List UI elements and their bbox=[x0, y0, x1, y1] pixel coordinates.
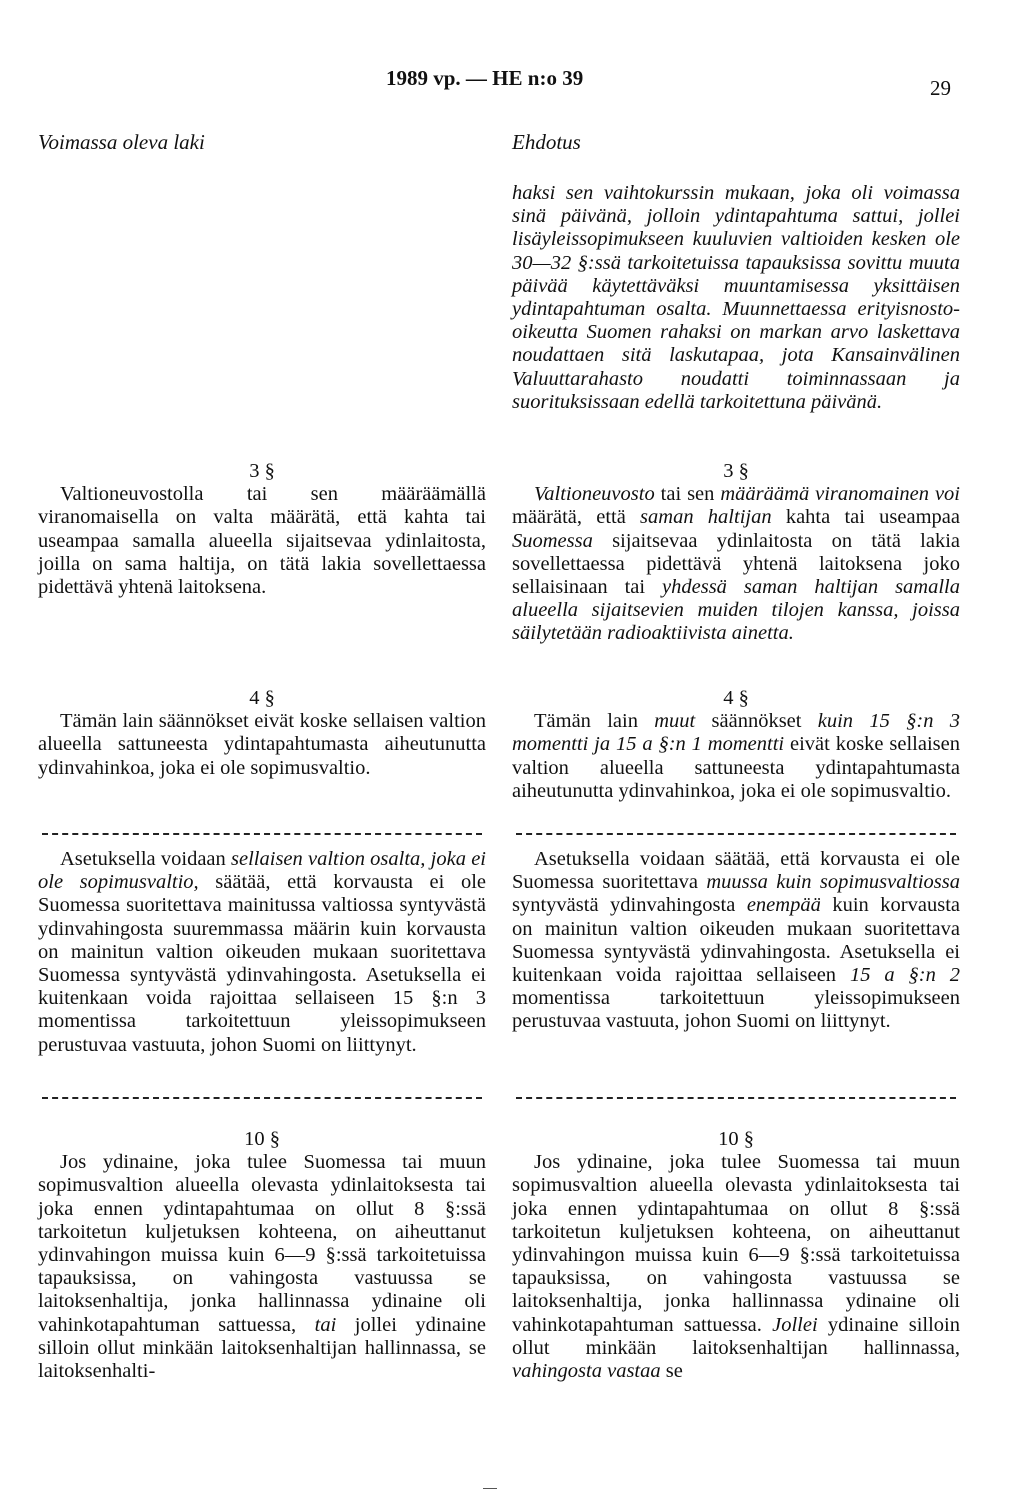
left-section-3 bbox=[38, 460, 486, 599]
right-column-title: Ehdotus bbox=[512, 130, 581, 154]
continuation-mark bbox=[483, 1488, 497, 1489]
omission-divider bbox=[42, 833, 482, 835]
omission-divider bbox=[42, 1097, 482, 1099]
section-text: Jos ydinaine, joka tulee Suomessa tai muun sopimusvaltion alueella olevasta ydinlaitoksesta tai joka ennen ydintapahtumaa on ollut 8 §:ssä tarkoitetun kuljetuksen kohteena, on aiheuttanut ydinvahingon muissa kuin 6—9 §:ssä tarkoitetuissa tapauksissa, on vahingosta vastuussa se laitoksenhaltija, jonka hallinnassa ydinaine oli vahinkotapahtuman sattuessa, tai jollei ydinaine silloin ollut minkään laitoksenhaltijan hallinnassa, se laitoksenhalti- bbox=[38, 1151, 486, 1383]
section-heading: 4 § bbox=[723, 687, 749, 709]
section-text: Valtioneuvostolla tai sen määräämällä viranomaisella on valta määrätä, että kahta tai useampaa samalla alueella sijaitsevaa ydinlaitosta, joilla on sama haltija, on tätä lakia sovellettaessa pidettävä yhtenä laitoksena. bbox=[38, 483, 486, 599]
section-heading: 10 § bbox=[244, 1128, 280, 1150]
right-section-3 bbox=[512, 460, 960, 646]
section-text: Tämän lain muut säännökset kuin 15 §:n 3 momentti ja 15 a §:n 1 momentti eivät koske sellaisen valtion alueella sattuneesta ydintapahtumasta aiheutunutta ydinvahinkoa, joka ei ole sopimusvaltio. bbox=[512, 710, 961, 802]
right-asetus-paragraph bbox=[512, 848, 960, 1034]
section-text: Jos ydinaine, joka tulee Suomessa tai muun sopimusvaltion alueella olevasta ydinlaitoksesta tai joka ennen ydintapahtumaa on ollut 8 §:ssä tarkoitetun kuljetuksen kohteena, on aiheuttanut ydinvahingon muissa kuin 6—9 §:ssä tarkoitetuissa tapauksissa, on vahingosta vastuussa se laitoksenhaltija, jonka hallinnassa ydinaine oli vahinkotapahtuman sattuessa. Jollei ydinaine silloin ollut minkään laitoksenhaltijan hallinnassa, vahingosta vastaa se bbox=[512, 1151, 960, 1383]
right-section-4 bbox=[512, 687, 960, 803]
page-number: 29 bbox=[930, 76, 951, 100]
document-title: 1989 vp. — HE n:o 39 bbox=[386, 66, 584, 90]
paragraph-text: Asetuksella voidaan säätää, että korvausta ei ole Suomessa suoritettava muussa kuin sopimusvaltiossa syntyvästä ydinvahingosta enempää kuin korvausta on mainitun valtion oikeuden mukaan suoritettava Suomessa syntyvästä ydinvahingosta. Asetuksella ei kuitenkaan voida rajoittaa sellaiseen 15 a §:n 2 momentissa tarkoitettuun yleissopimukseen perustuvaa vastuuta, johon Suomi on liittynyt. bbox=[512, 848, 961, 1033]
section-heading: 10 § bbox=[718, 1128, 754, 1150]
section-heading: 3 § bbox=[723, 460, 749, 482]
omission-divider bbox=[516, 1097, 956, 1099]
right-intro-paragraph: haksi sen vaihtokurssin mukaan, joka oli voimassa sinä päivänä, jolloin ydintapahtuma sattui, jollei lisäyleissopimukseen kuuluvien valtioiden kesken ole 30—32 §:ssä tarkoitetuissa tapauksissa sovittu muuta päivää käytettäväksi muuntamisessa yksittäisen ydintapahtuman osalta. Muunnettaessa erityisnosto-oikeutta Suomen rahaksi on markan arvo laskettava noudattaen sitä laskutapaa, jota Kansainvälinen Valuuttarahasto noudatti toiminnassaan ja suorituksissaan edellä tarkoitettuna päivänä. bbox=[512, 182, 960, 413]
page-header bbox=[0, 66, 1024, 100]
section-text: Valtioneuvosto tai sen määräämä viranomainen voi määrätä, että saman haltijan kahta tai useampaa Suomessa sijaitsevaa ydinlaitosta on tätä lakia sovellettaessa pidettävä yhtenä laitoksena joko sellaisinaan tai yhdessä saman haltijan samalla alueella sijaitsevien muiden tilojen kanssa, joissa säilytetään radioaktiivista ainetta. bbox=[512, 483, 960, 645]
section-heading: 3 § bbox=[249, 460, 275, 482]
left-section-10 bbox=[38, 1128, 486, 1383]
left-asetus-paragraph bbox=[38, 848, 486, 1057]
section-text: Tämän lain säännökset eivät koske sellaisen valtion alueella sattuneesta ydintapahtumasta aiheutunutta ydinvahinkoa, joka ei ole sopimusvaltio. bbox=[38, 710, 486, 779]
right-section-10 bbox=[512, 1128, 960, 1383]
left-section-4 bbox=[38, 687, 486, 780]
left-column-title: Voimassa oleva laki bbox=[38, 130, 205, 154]
paragraph-text: Asetuksella voidaan sellaisen valtion osalta, joka ei ole sopimusvaltio, säätää, että korvausta ei ole Suomessa suoritettava mainitussa valtiossa syntyvästä ydinvahingosta suuremmassa määrin kuin korvausta on mainitun valtion oikeuden mukaan suoritettava Suomessa syntyvästä ydinvahingosta. Asetuksella ei kuitenkaan voida rajoittaa sellaiseen 15 §:n 3 momentissa tarkoitettuun yleissopimukseen perustuvaa vastuuta, johon Suomi on liittynyt. bbox=[38, 848, 486, 1056]
section-heading: 4 § bbox=[249, 687, 275, 709]
omission-divider bbox=[516, 833, 956, 835]
